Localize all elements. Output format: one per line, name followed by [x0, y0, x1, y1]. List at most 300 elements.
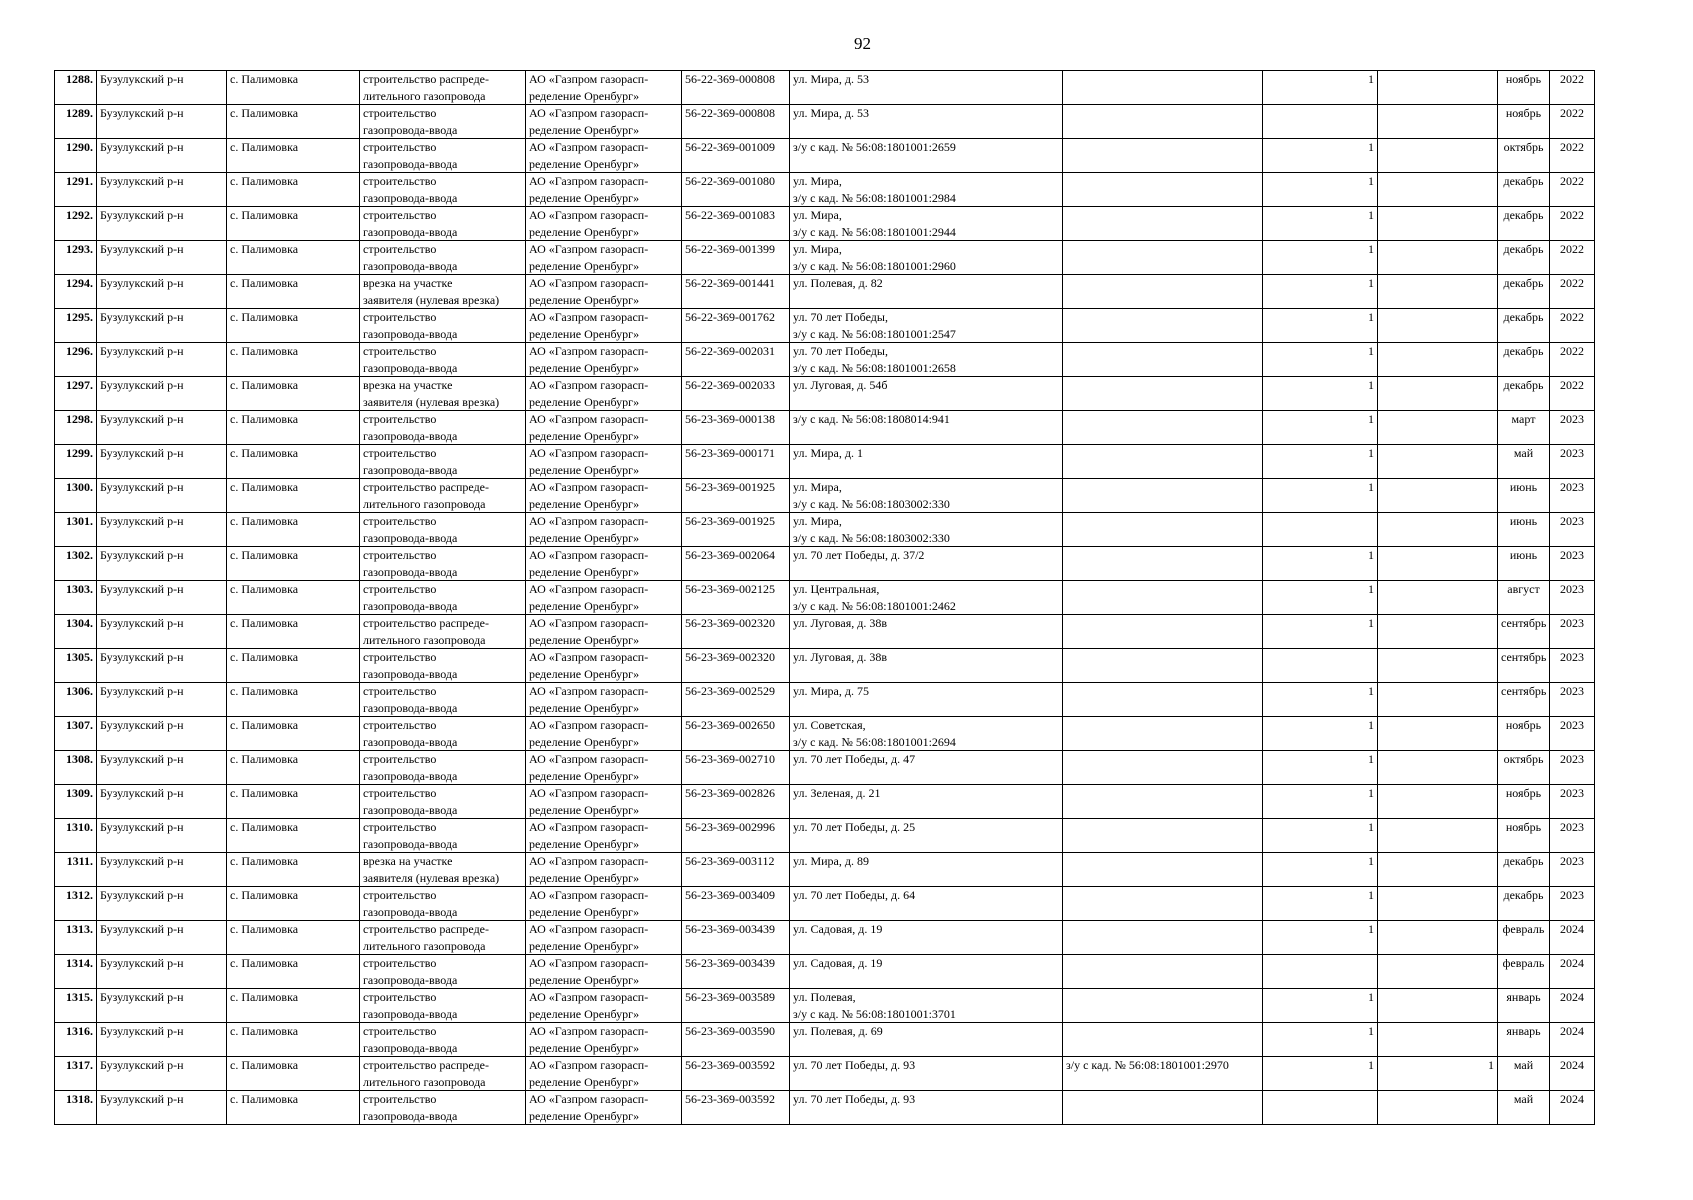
application-code-cell: 56-22-369-002033: [682, 377, 790, 411]
quantity-cell: 1: [1263, 853, 1378, 887]
work-type-line-1: строительство: [363, 446, 437, 460]
settlement-cell: с. Палимовка: [227, 479, 360, 513]
month-cell: октябрь: [1498, 751, 1550, 785]
work-type-cell: [360, 785, 526, 819]
organization-cell: [526, 343, 682, 377]
work-type-cell: [360, 887, 526, 921]
month-cell: декабрь: [1498, 887, 1550, 921]
settlement-cell: с. Палимовка: [227, 309, 360, 343]
row-number: 1313.: [55, 921, 97, 955]
address-line-2: з/у с кад. № 56:08:1801001:2658: [793, 360, 956, 375]
application-code-cell: 56-22-369-001009: [682, 139, 790, 173]
address-line-2: з/у с кад. № 56:08:1801001:2944: [793, 224, 956, 239]
table-row: [55, 717, 1595, 751]
extra-address-cell: [1063, 853, 1263, 887]
year-cell: 2023: [1550, 819, 1595, 853]
work-type-cell: [360, 683, 526, 717]
work-type-line-1: строительство: [363, 1024, 437, 1038]
quantity-cell: 1: [1263, 139, 1378, 173]
row-number: 1291.: [55, 173, 97, 207]
address-cell: [790, 955, 1063, 989]
settlement-cell: с. Палимовка: [227, 377, 360, 411]
work-type-cell: [360, 139, 526, 173]
work-type-cell: [360, 411, 526, 445]
organization-line-1: АО «Газпром газорасп-: [529, 820, 649, 834]
year-cell: 2022: [1550, 343, 1595, 377]
work-type-line-1: строительство: [363, 208, 437, 222]
organization-cell: [526, 615, 682, 649]
row-number: 1312.: [55, 887, 97, 921]
quantity-cell: [1263, 1091, 1378, 1125]
work-type-line-2: газопровода-ввода: [363, 734, 458, 749]
district-cell: Бузулукский р-н: [97, 547, 227, 581]
address-line-1: ул. Мира,: [793, 480, 842, 494]
address-line-1: ул. Садовая, д. 19: [793, 956, 883, 970]
organization-line-1: АО «Газпром газорасп-: [529, 1092, 649, 1106]
quantity-cell: [1263, 513, 1378, 547]
address-line-1: ул. Полевая,: [793, 990, 856, 1004]
organization-line-2: ределение Оренбург»: [529, 836, 640, 851]
organization-cell: [526, 139, 682, 173]
organization-line-1: АО «Газпром газорасп-: [529, 1058, 649, 1072]
work-type-line-1: врезка на участке: [363, 378, 453, 392]
organization-line-2: ределение Оренбург»: [529, 666, 640, 681]
extra-address-cell: [1063, 139, 1263, 173]
address-cell: [790, 547, 1063, 581]
organization-cell: [526, 445, 682, 479]
address-cell: [790, 343, 1063, 377]
table-row: [55, 581, 1595, 615]
work-type-line-1: строительство распреде-: [363, 72, 489, 86]
quantity-cell-2: [1378, 411, 1498, 445]
district-cell: Бузулукский р-н: [97, 1091, 227, 1125]
year-cell: 2023: [1550, 513, 1595, 547]
organization-cell: [526, 173, 682, 207]
address-cell: [790, 275, 1063, 309]
month-cell: декабрь: [1498, 853, 1550, 887]
address-cell: [790, 717, 1063, 751]
organization-line-1: АО «Газпром газорасп-: [529, 752, 649, 766]
organization-line-2: ределение Оренбург»: [529, 156, 640, 171]
quantity-cell: 1: [1263, 275, 1378, 309]
month-cell: ноябрь: [1498, 785, 1550, 819]
row-number: 1307.: [55, 717, 97, 751]
year-cell: 2023: [1550, 615, 1595, 649]
year-cell: 2022: [1550, 71, 1595, 105]
address-cell: [790, 105, 1063, 139]
work-type-line-1: строительство: [363, 344, 437, 358]
district-cell: Бузулукский р-н: [97, 411, 227, 445]
address-cell: [790, 989, 1063, 1023]
row-number: 1299.: [55, 445, 97, 479]
quantity-cell: 1: [1263, 377, 1378, 411]
organization-line-2: ределение Оренбург»: [529, 326, 640, 341]
organization-line-2: ределение Оренбург»: [529, 700, 640, 715]
organization-line-1: АО «Газпром газорасп-: [529, 344, 649, 358]
address-line-1: ул. Луговая, д. 38в: [793, 616, 888, 630]
district-cell: Бузулукский р-н: [97, 207, 227, 241]
organization-cell: [526, 309, 682, 343]
organization-line-2: ределение Оренбург»: [529, 224, 640, 239]
district-cell: Бузулукский р-н: [97, 649, 227, 683]
quantity-cell-2: [1378, 173, 1498, 207]
work-type-line-2: газопровода-ввода: [363, 836, 458, 851]
application-code-cell: 56-23-369-001925: [682, 513, 790, 547]
organization-cell: [526, 547, 682, 581]
organization-cell: [526, 853, 682, 887]
table-row: [55, 173, 1595, 207]
work-type-cell: [360, 1057, 526, 1091]
organization-line-1: АО «Газпром газорасп-: [529, 72, 649, 86]
quantity-cell-2: [1378, 207, 1498, 241]
address-line-2: з/у с кад. № 56:08:1801001:2694: [793, 734, 956, 749]
year-cell: 2022: [1550, 139, 1595, 173]
organization-line-1: АО «Газпром газорасп-: [529, 956, 649, 970]
row-number: 1288.: [55, 71, 97, 105]
table-row: [55, 751, 1595, 785]
work-type-line-2: газопровода-ввода: [363, 768, 458, 783]
organization-line-2: ределение Оренбург»: [529, 598, 640, 613]
application-code-cell: 56-23-369-002320: [682, 615, 790, 649]
work-type-cell: [360, 1091, 526, 1125]
work-type-line-1: строительство: [363, 650, 437, 664]
settlement-cell: с. Палимовка: [227, 683, 360, 717]
organization-line-2: ределение Оренбург»: [529, 1006, 640, 1021]
application-code-cell: 56-23-369-001925: [682, 479, 790, 513]
application-code-cell: 56-22-369-001080: [682, 173, 790, 207]
organization-cell: [526, 479, 682, 513]
extra-address-cell: [1063, 615, 1263, 649]
work-type-line-2: газопровода-ввода: [363, 802, 458, 817]
table-row: [55, 1091, 1595, 1125]
organization-line-2: ределение Оренбург»: [529, 496, 640, 511]
extra-address-cell: [1063, 887, 1263, 921]
quantity-cell: 1: [1263, 547, 1378, 581]
table-row: [55, 513, 1595, 547]
page-number: 92: [854, 34, 871, 53]
year-cell: 2022: [1550, 241, 1595, 275]
table-row: [55, 989, 1595, 1023]
organization-line-2: ределение Оренбург»: [529, 870, 640, 885]
row-number: 1314.: [55, 955, 97, 989]
work-type-line-1: строительство: [363, 718, 437, 732]
application-code-cell: 56-23-369-002320: [682, 649, 790, 683]
address-cell: [790, 921, 1063, 955]
work-type-line-2: газопровода-ввода: [363, 564, 458, 579]
district-cell: Бузулукский р-н: [97, 343, 227, 377]
row-number: 1296.: [55, 343, 97, 377]
row-number: 1290.: [55, 139, 97, 173]
application-code-cell: 56-23-369-003592: [682, 1057, 790, 1091]
organization-cell: [526, 411, 682, 445]
quantity-cell-2: [1378, 717, 1498, 751]
organization-line-2: ределение Оренбург»: [529, 360, 640, 375]
row-number: 1303.: [55, 581, 97, 615]
work-type-line-2: заявителя (нулевая врезка): [363, 394, 500, 409]
work-type-line-1: строительство: [363, 684, 437, 698]
work-type-line-1: строительство: [363, 242, 437, 256]
district-cell: Бузулукский р-н: [97, 1023, 227, 1057]
quantity-cell-2: [1378, 1091, 1498, 1125]
organization-line-2: ределение Оренбург»: [529, 292, 640, 307]
extra-address-cell: [1063, 649, 1263, 683]
month-cell: сентябрь: [1498, 615, 1550, 649]
quantity-cell: 1: [1263, 71, 1378, 105]
quantity-cell: 1: [1263, 751, 1378, 785]
table-row: [55, 1023, 1595, 1057]
organization-line-2: ределение Оренбург»: [529, 122, 640, 137]
work-type-line-1: строительство: [363, 140, 437, 154]
organization-cell: [526, 649, 682, 683]
organization-cell: [526, 785, 682, 819]
settlement-cell: с. Палимовка: [227, 275, 360, 309]
work-type-line-1: строительство: [363, 990, 437, 1004]
work-type-line-2: лительного газопровода: [363, 496, 486, 511]
organization-line-2: ределение Оренбург»: [529, 1108, 640, 1123]
row-number: 1304.: [55, 615, 97, 649]
extra-address-cell: [1063, 717, 1263, 751]
table-row: [55, 445, 1595, 479]
organization-line-1: АО «Газпром газорасп-: [529, 276, 649, 290]
address-line-1: ул. 70 лет Победы, д. 37/2: [793, 548, 925, 562]
work-type-line-1: строительство: [363, 1092, 437, 1106]
address-line-1: ул. Мира, д. 89: [793, 854, 869, 868]
work-type-cell: [360, 513, 526, 547]
quantity-cell-2: [1378, 547, 1498, 581]
work-type-cell: [360, 955, 526, 989]
district-cell: Бузулукский р-н: [97, 479, 227, 513]
table-row: [55, 377, 1595, 411]
organization-cell: [526, 275, 682, 309]
settlement-cell: с. Палимовка: [227, 71, 360, 105]
quantity-cell: 1: [1263, 921, 1378, 955]
quantity-cell: 1: [1263, 1023, 1378, 1057]
year-cell: 2023: [1550, 717, 1595, 751]
settlement-cell: с. Палимовка: [227, 751, 360, 785]
quantity-cell-2: [1378, 445, 1498, 479]
row-number: 1308.: [55, 751, 97, 785]
month-cell: декабрь: [1498, 207, 1550, 241]
address-cell: [790, 1023, 1063, 1057]
district-cell: Бузулукский р-н: [97, 955, 227, 989]
extra-address-cell: [1063, 955, 1263, 989]
address-cell: [790, 411, 1063, 445]
district-cell: Бузулукский р-н: [97, 377, 227, 411]
settlement-cell: с. Палимовка: [227, 411, 360, 445]
month-cell: март: [1498, 411, 1550, 445]
work-type-cell: [360, 343, 526, 377]
district-cell: Бузулукский р-н: [97, 921, 227, 955]
organization-cell: [526, 887, 682, 921]
district-cell: Бузулукский р-н: [97, 683, 227, 717]
organization-line-1: АО «Газпром газорасп-: [529, 718, 649, 732]
work-type-line-1: строительство: [363, 956, 437, 970]
address-cell: [790, 309, 1063, 343]
row-number: 1302.: [55, 547, 97, 581]
year-cell: 2023: [1550, 887, 1595, 921]
quantity-cell-2: [1378, 309, 1498, 343]
address-cell: [790, 71, 1063, 105]
organization-line-1: АО «Газпром газорасп-: [529, 650, 649, 664]
month-cell: июнь: [1498, 547, 1550, 581]
settlement-cell: с. Палимовка: [227, 887, 360, 921]
organization-cell: [526, 819, 682, 853]
settlement-cell: с. Палимовка: [227, 343, 360, 377]
organization-line-2: ределение Оренбург»: [529, 88, 640, 103]
quantity-cell: 1: [1263, 309, 1378, 343]
work-type-line-2: газопровода-ввода: [363, 156, 458, 171]
settlement-cell: с. Палимовка: [227, 139, 360, 173]
address-line-1: ул. Мира, д. 1: [793, 446, 863, 460]
quantity-cell-2: [1378, 887, 1498, 921]
row-number: 1317.: [55, 1057, 97, 1091]
work-type-cell: [360, 207, 526, 241]
application-code-cell: 56-23-369-003439: [682, 955, 790, 989]
address-cell: [790, 513, 1063, 547]
quantity-cell-2: [1378, 377, 1498, 411]
work-type-cell: [360, 649, 526, 683]
table-row: [55, 71, 1595, 105]
organization-line-1: АО «Газпром газорасп-: [529, 922, 649, 936]
year-cell: 2023: [1550, 581, 1595, 615]
table-row: [55, 479, 1595, 513]
work-type-line-2: газопровода-ввода: [363, 666, 458, 681]
work-type-cell: [360, 717, 526, 751]
address-line-1: ул. 70 лет Победы, д. 93: [793, 1058, 916, 1072]
address-line-2: з/у с кад. № 56:08:1803002:330: [793, 496, 950, 511]
address-line-1: ул. Луговая, д. 38в: [793, 650, 888, 664]
quantity-cell-2: [1378, 71, 1498, 105]
settlement-cell: с. Палимовка: [227, 207, 360, 241]
application-code-cell: 56-23-369-000138: [682, 411, 790, 445]
work-type-line-1: врезка на участке: [363, 854, 453, 868]
application-code-cell: 56-23-369-002826: [682, 785, 790, 819]
organization-cell: [526, 377, 682, 411]
extra-address-cell: [1063, 513, 1263, 547]
district-cell: Бузулукский р-н: [97, 581, 227, 615]
application-code-cell: 56-23-369-003592: [682, 1091, 790, 1125]
quantity-cell: [1263, 105, 1378, 139]
organization-cell: [526, 1023, 682, 1057]
month-cell: январь: [1498, 989, 1550, 1023]
quantity-cell-2: [1378, 343, 1498, 377]
quantity-cell: 1: [1263, 1057, 1378, 1091]
address-cell: [790, 1091, 1063, 1125]
address-line-2: з/у с кад. № 56:08:1801001:2960: [793, 258, 956, 273]
work-type-line-2: газопровода-ввода: [363, 190, 458, 205]
extra-address-cell: з/у с кад. № 56:08:1801001:2970: [1063, 1057, 1263, 1091]
address-cell: [790, 615, 1063, 649]
month-cell: декабрь: [1498, 173, 1550, 207]
extra-address-cell: [1063, 309, 1263, 343]
table-row: [55, 105, 1595, 139]
address-cell: [790, 139, 1063, 173]
organization-line-2: ределение Оренбург»: [529, 972, 640, 987]
settlement-cell: с. Палимовка: [227, 513, 360, 547]
district-cell: Бузулукский р-н: [97, 819, 227, 853]
address-line-1: ул. Полевая, д. 82: [793, 276, 883, 290]
application-code-cell: 56-22-369-001399: [682, 241, 790, 275]
year-cell: 2023: [1550, 411, 1595, 445]
row-number: 1300.: [55, 479, 97, 513]
settlement-cell: с. Палимовка: [227, 989, 360, 1023]
address-line-1: ул. Советская,: [793, 718, 866, 732]
address-line-1: ул. 70 лет Победы, д. 64: [793, 888, 916, 902]
quantity-cell-2: [1378, 513, 1498, 547]
year-cell: 2024: [1550, 1091, 1595, 1125]
organization-line-1: АО «Газпром газорасп-: [529, 786, 649, 800]
organization-cell: [526, 683, 682, 717]
year-cell: 2022: [1550, 207, 1595, 241]
address-line-1: ул. Мира, д. 75: [793, 684, 869, 698]
organization-line-1: АО «Газпром газорасп-: [529, 242, 649, 256]
row-number: 1295.: [55, 309, 97, 343]
quantity-cell-2: [1378, 819, 1498, 853]
year-cell: 2023: [1550, 751, 1595, 785]
application-code-cell: 56-23-369-002996: [682, 819, 790, 853]
organization-line-1: АО «Газпром газорасп-: [529, 412, 649, 426]
quantity-cell: 1: [1263, 887, 1378, 921]
month-cell: декабрь: [1498, 343, 1550, 377]
application-code-cell: 56-23-369-003409: [682, 887, 790, 921]
quantity-cell-2: [1378, 275, 1498, 309]
address-line-2: з/у с кад. № 56:08:1801001:3701: [793, 1006, 956, 1021]
organization-cell: [526, 241, 682, 275]
table-row: [55, 887, 1595, 921]
row-number: 1311.: [55, 853, 97, 887]
year-cell: 2022: [1550, 105, 1595, 139]
organization-line-2: ределение Оренбург»: [529, 462, 640, 477]
quantity-cell: 1: [1263, 411, 1378, 445]
quantity-cell-2: [1378, 615, 1498, 649]
month-cell: декабрь: [1498, 309, 1550, 343]
row-number: 1315.: [55, 989, 97, 1023]
address-line-1: з/у с кад. № 56:08:1808014:941: [793, 412, 950, 426]
row-number: 1310.: [55, 819, 97, 853]
organization-cell: [526, 1057, 682, 1091]
work-type-line-2: газопровода-ввода: [363, 530, 458, 545]
organization-cell: [526, 717, 682, 751]
application-code-cell: 56-23-369-002125: [682, 581, 790, 615]
organization-cell: [526, 105, 682, 139]
quantity-cell: 1: [1263, 445, 1378, 479]
address-cell: [790, 581, 1063, 615]
organization-line-1: АО «Газпром газорасп-: [529, 208, 649, 222]
address-cell: [790, 649, 1063, 683]
organization-cell: [526, 207, 682, 241]
organization-line-1: АО «Газпром газорасп-: [529, 616, 649, 630]
work-type-line-2: газопровода-ввода: [363, 598, 458, 613]
quantity-cell-2: 1: [1378, 1057, 1498, 1091]
work-type-line-1: строительство: [363, 888, 437, 902]
row-number: 1297.: [55, 377, 97, 411]
district-cell: Бузулукский р-н: [97, 615, 227, 649]
work-type-line-1: врезка на участке: [363, 276, 453, 290]
work-type-line-1: строительство распреде-: [363, 922, 489, 936]
quantity-cell-2: [1378, 751, 1498, 785]
month-cell: декабрь: [1498, 377, 1550, 411]
month-cell: ноябрь: [1498, 819, 1550, 853]
work-type-cell: [360, 71, 526, 105]
row-number: 1294.: [55, 275, 97, 309]
work-type-cell: [360, 173, 526, 207]
work-type-line-2: лительного газопровода: [363, 88, 486, 103]
extra-address-cell: [1063, 275, 1263, 309]
organization-cell: [526, 989, 682, 1023]
extra-address-cell: [1063, 445, 1263, 479]
address-cell: [790, 887, 1063, 921]
address-line-1: ул. Мира, д. 53: [793, 72, 869, 86]
